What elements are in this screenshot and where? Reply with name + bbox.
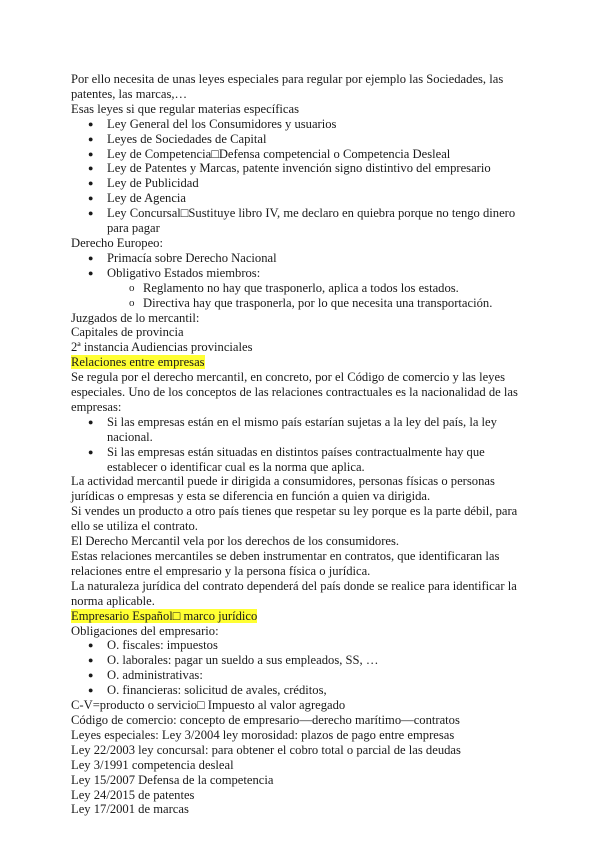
- paragraph: Si vendes un producto a otro país tienes que respetar su ley porque es la parte débil, para ello se utiliza el contrato.: [71, 504, 518, 534]
- derecho-europeo-sublist: [71, 281, 531, 311]
- list-item: ● Primacía sobre Derecho Nacional: [71, 251, 531, 266]
- list-item: ● O. fiscales: impuestos: [71, 638, 531, 653]
- derecho-europeo-title: Derecho Europeo:: [71, 235, 163, 250]
- relaciones-intro: Se regula por el derecho mercantil, en concreto, por el Código de comercio y las leyes especiales. Uno de los conceptos de las relaciones contractuales es la nacionalidad de las empresas:: [71, 370, 518, 414]
- list-item: ● Si las empresas están en el mismo país estarían sujetas a la ley del país, la ley nacional.: [71, 415, 531, 445]
- list-item: o Directiva hay que trasponerla, por lo que necesita una transportación.: [71, 296, 531, 311]
- obligaciones-list: [71, 638, 531, 698]
- intro-line-1: Por ello necesita de unas leyes especiales para regular por ejemplo las Sociedades, las patentes, las marcas,…: [71, 72, 504, 101]
- list-item: ● O. laborales: pagar un sueldo a sus empleados, SS, …: [71, 653, 531, 668]
- document-page: [71, 72, 531, 817]
- list-item: ● Obligativo Estados miembros:: [71, 266, 531, 281]
- derecho-europeo-list: [71, 251, 531, 281]
- list-item: ● Leyes de Sociedades de Capital: [71, 132, 531, 147]
- paragraph: La naturaleza jurídica del contrato dependerá del país donde se realice para identificar la norma aplicable.: [71, 578, 517, 608]
- paragraph: La actividad mercantil puede ir dirigida a consumidores, personas físicas o personas jurídicas o empresas y esta se diferencia en función a quien va dirigida.: [71, 474, 495, 504]
- list-item: o Reglamento no hay que trasponerlo, aplica a todos los estados.: [71, 281, 531, 296]
- paragraph: El Derecho Mercantil vela por los derechos de los consumidores.: [71, 534, 400, 549]
- relaciones-heading: Relaciones entre empresas: [71, 355, 205, 370]
- list-item: ● Ley de Publicidad: [71, 176, 531, 191]
- relaciones-list: [71, 415, 531, 475]
- obligaciones-title: Obligaciones del empresario:: [71, 623, 219, 638]
- leyes-list: [71, 117, 531, 236]
- empresario-line: C-V=producto o servicio□ Impuesto al valor agregado: [71, 698, 346, 713]
- juzgados-line: Capitales de provincia: [71, 325, 184, 340]
- list-item: ● Ley Concursal□Sustituye libro IV, me declaro en quiebra porque no tengo dinero para pagar: [71, 206, 531, 236]
- list-item: ● Ley de Patentes y Marcas, patente invención signo distintivo del empresario: [71, 161, 531, 176]
- list-item: ● Ley de Agencia: [71, 191, 531, 206]
- juzgados-line: 2ª instancia Audiencias provinciales: [71, 340, 253, 355]
- empresario-line: Código de comercio: concepto de empresario—derecho marítimo—contratos: [71, 712, 460, 727]
- empresario-heading: Empresario Español□ marco jurídico: [71, 608, 258, 623]
- list-item: ● O. administrativas:: [71, 668, 531, 683]
- paragraph: Estas relaciones mercantiles se deben instrumentar en contratos, que identificaran las relaciones entre el empresario y la persona física o jurídica.: [71, 549, 500, 578]
- empresario-line: Leyes especiales: Ley 3/2004 ley morosidad: plazos de pago entre empresas: [71, 727, 455, 742]
- empresario-line: Ley 22/2003 ley concursal: para obtener el cobro total o parcial de las deudas: [71, 742, 461, 757]
- juzgados-title: Juzgados de lo mercantil:: [71, 310, 200, 325]
- list-item: ● Ley de Competencia□Defensa competencial o Competencia Desleal: [71, 147, 531, 162]
- list-item: ● O. financieras: solicitud de avales, créditos,: [71, 683, 531, 698]
- list-item: ● Si las empresas están situadas en distintos países contractualmente hay que establecer o identificar cual es la norma que aplica.: [71, 445, 531, 475]
- intro-line-2: Esas leyes si que regular materias específicas: [71, 101, 299, 116]
- list-item: ● Ley General del los Consumidores y usuarios: [71, 117, 531, 132]
- empresario-line: Ley 3/1991 competencia desleal: [71, 757, 234, 772]
- empresario-line: Ley 17/2001 de marcas: [71, 802, 189, 817]
- empresario-line: Ley 24/2015 de patentes: [71, 787, 195, 802]
- empresario-line: Ley 15/2007 Defensa de la competencia: [71, 772, 274, 787]
